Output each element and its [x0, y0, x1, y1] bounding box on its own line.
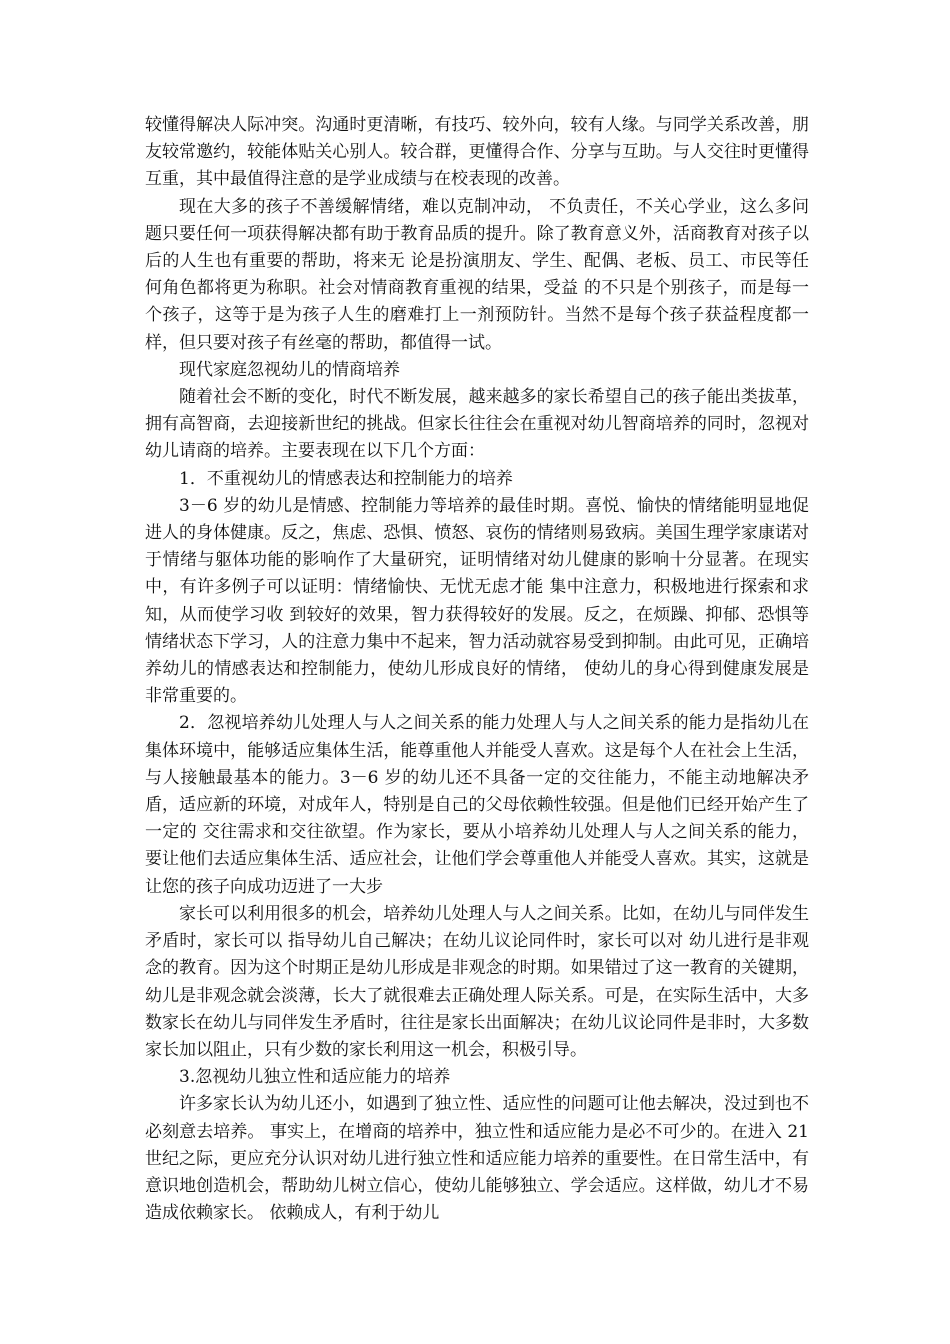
- paragraph-4: 3－6 岁的幼儿是情感、控制能力等培养的最佳时期。喜悦、愉快的情绪能明显地促进人的身体健康。反之，焦虑、恐惧、愤怒、哀伤的情绪则易致病。美国生理学家康诺对于情绪与躯体功能的影响作了大量研究，证明情绪对幼儿健康的影响十分显著。在现实中，有许多例子可以证明：情绪愉快、无忧无虑才能 集中注意力，积极地进行探索和求知，从而使学习收 到较好的效果，智力获得较好的发展。反之，在烦躁、抑郁、恐惧等情绪状态下学习，人的注意力集中不起来，智力活动就容易受到抑制。由此可见，正确培养幼儿的情感表达和控制能力，使幼儿形成良好的情绪， 使幼儿的身心得到健康发展是非常重要的。: [145, 495, 809, 707]
- paragraph-6: 家长可以利用很多的机会，培养幼儿处理人与人之间关系。比如，在幼儿与同伴发生矛盾时，家长可以 指导幼儿自己解决；在幼儿议论同件时，家长可以对 幼儿进行是非观念的教育。因为这个时期正是幼儿形成是非观念的时期。如果错过了这一教育的关键期， 幼儿是非观念就会淡薄，长大了就很难去正确处理人际关系。可是，在实际生活中，大多数家长在幼儿与同伴发生矛盾时，往往是家长出面解决；在幼儿议论同件是非时，大多数家长加以阻止，只有少数的家长利用这一机会，积极引导。: [145, 903, 809, 1060]
- paragraph-3: 随着社会不断的变化，时代不断发展，越来越多的家长希望自己的孩子能出类拔革，拥有高智商，去迎接新世纪的挑战。但家长往往会在重视对幼儿智商培养的同时，忽视对幼儿请商的培养。主要表现在以下几个方面：: [145, 387, 809, 462]
- paragraph-5: 2．忽视培养幼儿处理人与人之间关系的能力处理人与人之间关系的能力是指幼儿在集体环境中，能够适应集体生活，能尊重他人并能受人喜欢。这是每个人在社会上生活，与人接触最基本的能力。3－6 岁的幼儿还不具备一定的交往能力，不能主动地解决矛盾，适应新的环境，对成年人，特别是自己的父母依赖性较强。但是他们已经开始产生了一定的 交往需求和交往欲望。作为家长，要从小培养幼儿处理人与人之间关系的能力，要让他们去适应集体生活、适应社会，让他们学会尊重他人并能受人喜欢。其实，这就是让您的孩子向成功迈进了一大步: [145, 713, 809, 897]
- list-heading-1: 1．不重视幼儿的情感表达和控制能力的培养: [179, 468, 513, 489]
- paragraph-2: 现在大多的孩子不善缓解情绪，难以克制冲动， 不负责任，不关心学业，这么多问题只要任何一项获得解决都有助于教育品质的提升。除了教育意义外，活商教育对孩子以后的人生也有重要的帮助，将来无 论是扮演朋友、学生、配偶、老板、员工、市民等任何角色都将更为称职。社会对情商教育重视的结果，受益 的不只是个别孩子，而是每一个孩子，这等于是为孩子人生的磨难打上一剂预防针。当然不是每个孩子获益程度都一样，但只要对孩子有丝毫的帮助，都值得一试。: [145, 196, 809, 353]
- paragraph-1: 较懂得解决人际冲突。沟通时更清晰，有技巧、较外向，较有人缘。与同学关系改善，朋友较常邀约，较能体贴关心别人。较合群，更懂得合作、分享与互助。与人交往时更懂得互重，其中最值得注意的是学业成绩与在校表现的改善。: [145, 115, 809, 190]
- document-body: [145, 112, 809, 1227]
- section-heading-1: 现代家庭忽视幼儿的情商培养: [179, 359, 400, 380]
- paragraph-7: 许多家长认为幼儿还小，如遇到了独立性、适应性的问题可让他去解决，没过到也不必刻意去培养。 事实上，在增商的培养中，独立性和适应能力是必不可少的。在进入 21 世纪之际，更应充分认识对幼儿进行独立性和适应能力培养的重要性。在日常生活中，有意识地创造机会，帮助幼儿树立信心，使幼儿能够独立、学会适应。这样做，幼儿才不易造成依赖家长。 依赖成人，有利于幼儿: [145, 1094, 809, 1224]
- list-heading-3: 3.忽视幼儿独立性和适应能力的培养: [179, 1067, 451, 1088]
